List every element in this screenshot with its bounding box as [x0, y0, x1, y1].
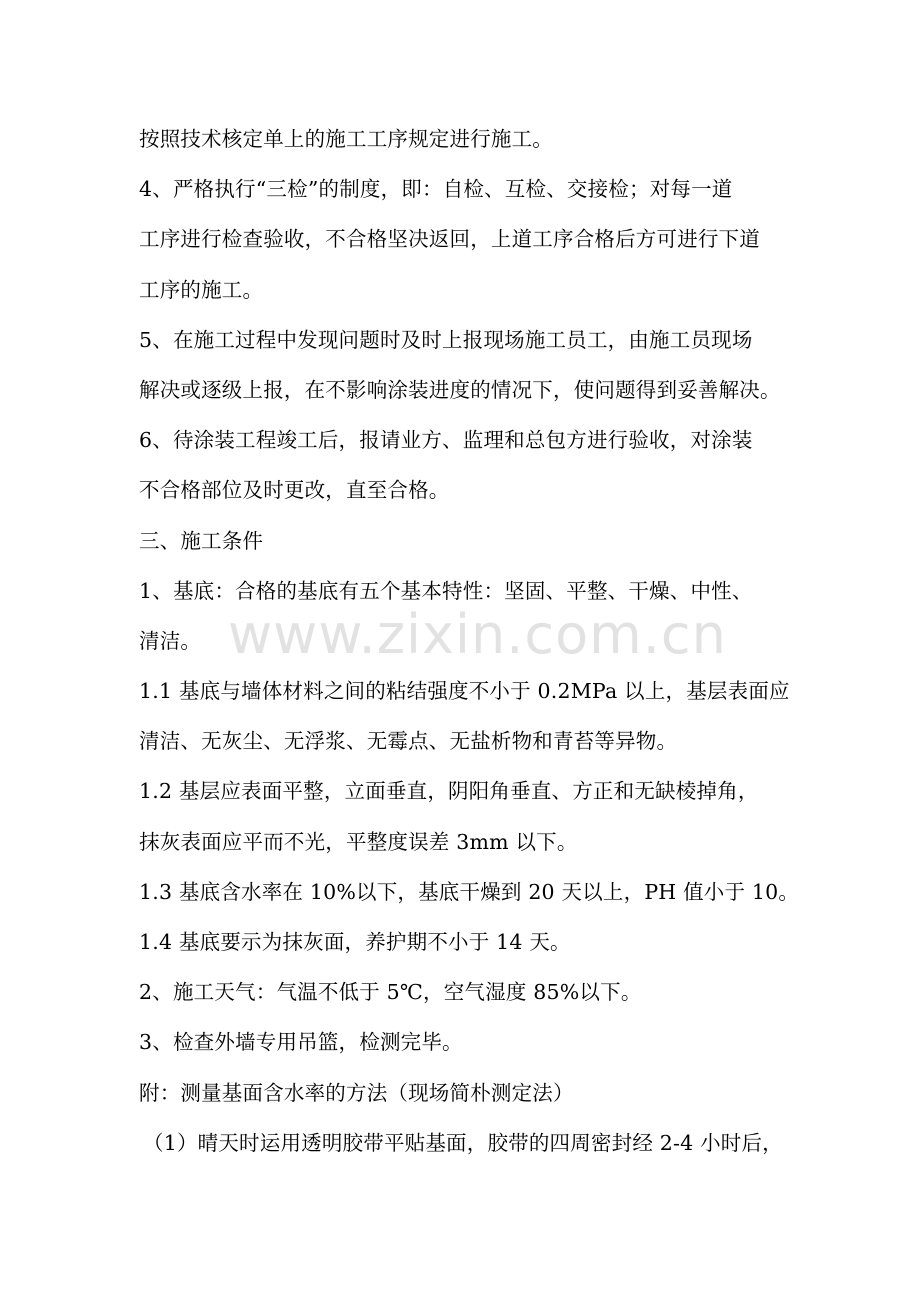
paragraph-line: 附：测量基面含水率的方法（现场简朴测定法） [139, 1080, 574, 1105]
paragraph-line: 1、基底：合格的基底有五个基本特性：坚固、平整、干燥、中性、 [139, 578, 753, 603]
paragraph-line: 4、严格执行“三检”的制度，即：自检、互检、交接检；对每一道 [139, 177, 733, 202]
paragraph-line: 1.3 基底含水率在 10%以下，基底干燥到 20 天以上，PH 值小于 10。 [139, 879, 800, 904]
paragraph-line: 3、检查外墙专用吊篮，检测完毕。 [139, 1030, 463, 1055]
section-heading: 三、施工条件 [139, 528, 264, 553]
document-body [139, 114, 799, 1168]
paragraph-line: 工序的施工。 [139, 277, 264, 302]
paragraph-line: 清洁、无灰尘、无浮浆、无霉点、无盐析物和青苔等异物。 [139, 729, 678, 754]
paragraph-line: （1）晴天时运用透明胶带平贴基面，胶带的四周密封经 2-4 小时后， [143, 1130, 783, 1155]
paragraph-line: 2、施工天气：气温不低于 5℃，空气湿度 85%以下。 [139, 980, 642, 1005]
paragraph-line: 6、待涂装工程竣工后，报请业方、监理和总包方进行验收，对涂装 [139, 428, 753, 453]
paragraph-line: 清洁。 [139, 628, 202, 653]
paragraph-line: 5、在施工过程中发现问题时及时上报现场施工员工，由施工员现场 [139, 327, 753, 352]
watermark-text: www.zixin.com.cn [228, 603, 727, 666]
paragraph-line: 不合格部位及时更改，直至合格。 [139, 478, 450, 503]
paragraph-line: 1.1 基底与墙体材料之间的粘结强度不小于 0.2MPa 以上，基层表面应 [139, 679, 790, 704]
paragraph-line: 工序进行检查验收，不合格坚决返回，上道工序合格后方可进行下道 [139, 227, 760, 252]
paragraph-line: 1.2 基层应表面平整，立面垂直，阴阳角垂直、方正和无缺棱掉角， [139, 779, 759, 804]
paragraph-line: 1.4 基底要示为抹灰面，养护期不小于 14 天。 [139, 930, 571, 954]
paragraph-line: 按照技术核定单上的施工工序规定进行施工。 [139, 127, 553, 151]
paragraph-line: 解决或逐级上报，在不影响涂装进度的情况下，使问题得到妥善解决。 [139, 377, 781, 402]
paragraph-line: 抹灰表面应平而不光，平整度误差 3mm 以下。 [139, 829, 578, 854]
